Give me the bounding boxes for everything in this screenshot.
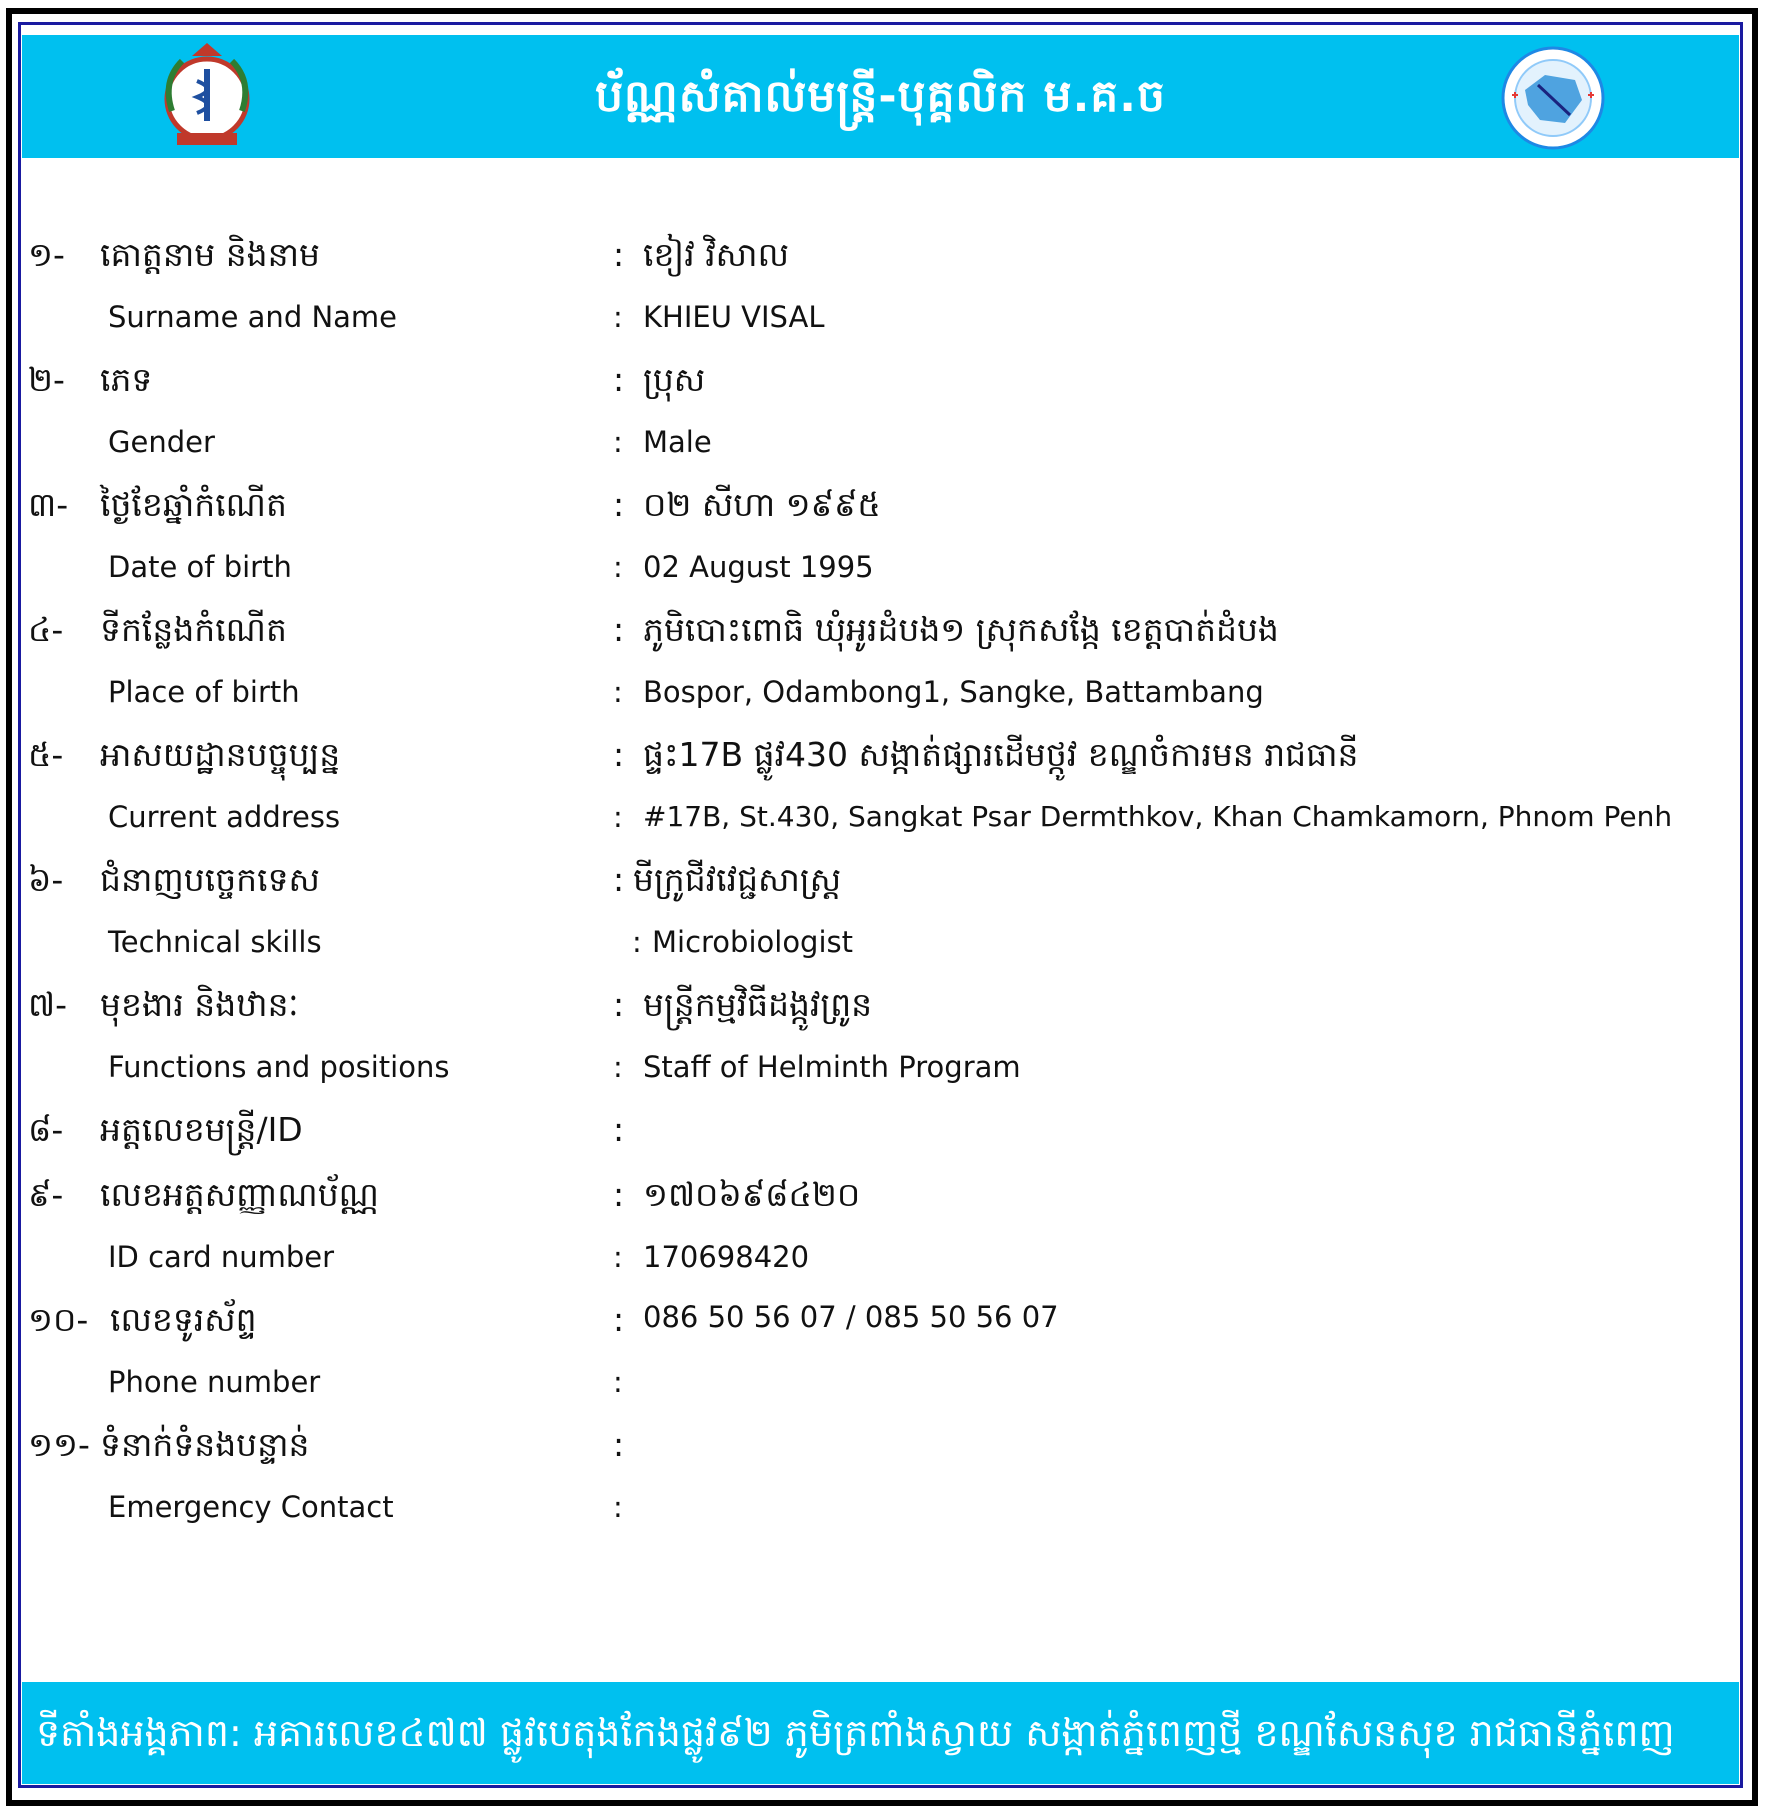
field-value-km: ខៀវ វិសាល [643, 235, 790, 274]
field-colon: : [613, 1175, 625, 1214]
header-banner [22, 35, 1739, 158]
field-label-en: Emergency Contact [108, 1490, 394, 1524]
field-id-card-en [0, 1240, 1771, 1300]
field-value-en: Male [643, 425, 712, 459]
field-label-km: ទីកន្លែងកំណើត [100, 610, 287, 649]
field-label-km: លេខអត្តសញ្ញាណប័ណ្ណ [100, 1175, 379, 1214]
field-colon: : [613, 860, 625, 899]
field-value-en: Bospor, Odambong1, Sangke, Battambang [643, 675, 1264, 709]
field-label-en: Functions and positions [108, 1050, 450, 1084]
field-colon: : [613, 360, 625, 399]
field-value-en: KHIEU VISAL [643, 300, 825, 334]
field-official-id-km [0, 1110, 1771, 1170]
field-value-en: Microbiologist [652, 925, 854, 959]
footer-address-banner: ទីតាំងអង្គភាព: អគារលេខ៤៧៧ ផ្លូវបេតុងកែងផ្លូវ៩២ ភូមិត្រពាំងស្វាយ សង្កាត់ភ្នំពេញថ្មី ខណ្ឌសែនសុខ រាជធានីភ្នំពេញ [22, 1682, 1739, 1784]
field-label-en: Gender [108, 425, 215, 459]
field-colon: : [613, 735, 625, 774]
field-colon: : [613, 235, 625, 274]
field-birthplace-en [0, 675, 1771, 735]
field-label-en: Surname and Name [108, 300, 397, 334]
field-colon: : [613, 485, 625, 524]
field-colon: : [613, 300, 623, 334]
field-value-km: 086 50 56 07 / 085 50 56 07 [643, 1300, 1059, 1334]
field-number: ៣- [28, 485, 69, 524]
field-number: ៥- [28, 735, 64, 774]
field-colon: : [613, 800, 623, 834]
field-value-km: ១៧០៦៩៨៤២០ [643, 1175, 861, 1214]
field-number: ៩- [28, 1175, 64, 1214]
field-emergency-km [0, 1425, 1771, 1485]
field-id-card-km [0, 1175, 1771, 1235]
field-skills-en [0, 925, 1771, 985]
field-phone-km [0, 1300, 1771, 1360]
cnm-malaria-center-logo-icon [1500, 45, 1606, 151]
field-value-en: 02 August 1995 [643, 550, 874, 584]
field-label-en: Technical skills [108, 925, 322, 959]
field-colon: : [613, 550, 623, 584]
field-address-en [0, 800, 1771, 860]
field-number: ១១- [28, 1425, 90, 1464]
field-dob-en [0, 550, 1771, 610]
field-birthplace-km [0, 610, 1771, 670]
field-number: ៧- [28, 985, 67, 1024]
field-emergency-en [0, 1490, 1771, 1550]
field-value-km: មីក្រូជីវវេជ្ជសាស្ត្រ [633, 860, 842, 899]
field-number: ១- [28, 235, 65, 274]
field-number: ២- [28, 360, 65, 399]
field-colon: : [613, 1050, 623, 1084]
field-colon: : [613, 985, 625, 1024]
field-colon: : [613, 1365, 623, 1399]
field-gender-en [0, 425, 1771, 485]
field-surname-en [0, 300, 1771, 360]
field-label-en: Phone number [108, 1365, 321, 1399]
field-value-en: 170698420 [643, 1240, 810, 1274]
field-colon: : [613, 1490, 623, 1524]
field-colon: : [613, 1240, 623, 1274]
field-label-km: ជំនាញបច្ចេកទេស [100, 860, 320, 899]
field-label-en: Current address [108, 800, 341, 834]
field-label-en: Date of birth [108, 550, 292, 584]
field-value-km: ប្រុស [643, 360, 706, 399]
field-value-km: ភូមិបោះពោធិ ឃុំអូរដំបង១ ស្រុកសង្កែ ខេត្តបាត់ដំបង [643, 610, 1279, 649]
field-number: ១០- [28, 1300, 89, 1339]
field-address-km [0, 735, 1771, 795]
field-colon: : [613, 675, 623, 709]
field-value-en: Staff of Helminth Program [643, 1050, 1021, 1084]
field-label-km: អត្តលេខមន្ត្រី/ID [100, 1110, 303, 1149]
field-position-km [0, 985, 1771, 1045]
field-position-en [0, 1050, 1771, 1110]
field-label-km: ភេទ [100, 360, 153, 399]
field-label-km: មុខងារ និងឋានៈ [100, 985, 299, 1024]
field-label-km: អាសយដ្ឋានបច្ចុប្បន្ន [100, 735, 341, 774]
field-number: ៤- [28, 610, 64, 649]
field-colon: : [613, 610, 625, 649]
field-dob-km [0, 485, 1771, 545]
field-label-km: ទំនាក់ទំនងបន្ទាន់ [100, 1425, 310, 1464]
field-value-en: #17B, St.430, Sangkat Psar Dermthkov, Khan Chamkamorn, Phnom Penh [643, 800, 1673, 833]
field-label-km: គោត្តនាម និងនាម [100, 235, 320, 274]
field-skills-km [0, 860, 1771, 920]
field-value-km: ផ្ទះ17B ផ្លូវ430 សង្កាត់ផ្សារដើមថ្កូវ ខណ្ឌចំការមន រាជធានី [643, 735, 1359, 774]
field-colon: : [613, 1425, 625, 1464]
field-gender-km [0, 360, 1771, 420]
field-number: ៨- [28, 1110, 64, 1149]
field-value-km: មន្ត្រីកម្មវិធីដង្កូវព្រូន [643, 985, 873, 1024]
field-phone-en [0, 1365, 1771, 1425]
field-value-km: ០២ សីហា ១៩៩៥ [643, 485, 881, 524]
field-colon: : [613, 425, 623, 459]
field-label-en: Place of birth [108, 675, 300, 709]
field-colon: : [613, 1110, 625, 1149]
card-title: ប័ណ្ណសំគាល់មន្ត្រី-បុគ្គលិក ម.គ.ច [595, 71, 1166, 122]
field-label-km: ថ្ងៃខែឆ្នាំកំណើត [100, 485, 287, 524]
field-surname-km [0, 235, 1771, 295]
field-colon: : [613, 1300, 625, 1339]
field-label-km: លេខទូរស័ព្ទ [110, 1300, 257, 1339]
field-number: ៦- [28, 860, 64, 899]
field-colon: : [632, 925, 642, 959]
field-label-en: ID card number [108, 1240, 335, 1274]
